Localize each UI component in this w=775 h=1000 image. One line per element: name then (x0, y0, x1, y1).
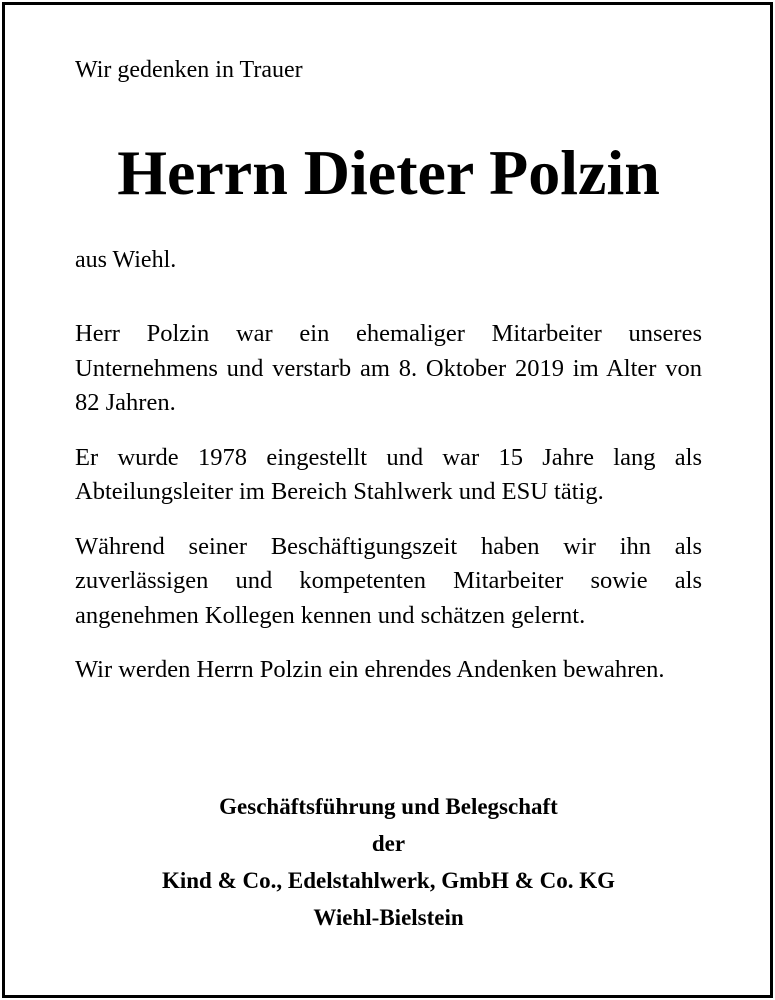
signature-block (75, 788, 702, 936)
intro-text: Wir gedenken in Trauer (75, 57, 303, 83)
notice-body (75, 317, 702, 708)
paragraph-employment-death: Herr Polzin war ein ehemaliger Mitarbeiter unseres Unternehmens und verstarb am 8. Oktober 2019 im Alter von 82 Jahren. (75, 320, 702, 416)
signature-line-der: der (371, 831, 406, 856)
paragraph-career: Er wurde 1978 eingestellt und war 15 Jahre lang als Abteilungsleiter im Bereich Stahlwerk und ESU tätig. (75, 443, 702, 505)
signature-line-company: Kind & Co., Edelstahlwerk, GmbH & Co. KG (161, 868, 615, 893)
paragraph-appreciation: Während seiner Beschäftigungszeit haben wir ihn als zuverlässigen und kompetenten Mitarbeiter sowie als angenehmen Kollegen kennen und schätzen gelernt. (75, 532, 702, 629)
signature-line-management: Geschäftsführung und Belegschaft (219, 794, 558, 819)
paragraph-remembrance: Wir werden Herrn Polzin ein ehrendes Andenken bewahren. (75, 656, 665, 683)
deceased-name-heading: Herrn Dieter Polzin (117, 137, 660, 208)
origin-text: aus Wiehl. (75, 247, 177, 273)
obituary-notice-frame (2, 2, 773, 998)
signature-line-location: Wiehl-Bielstein (313, 905, 464, 930)
